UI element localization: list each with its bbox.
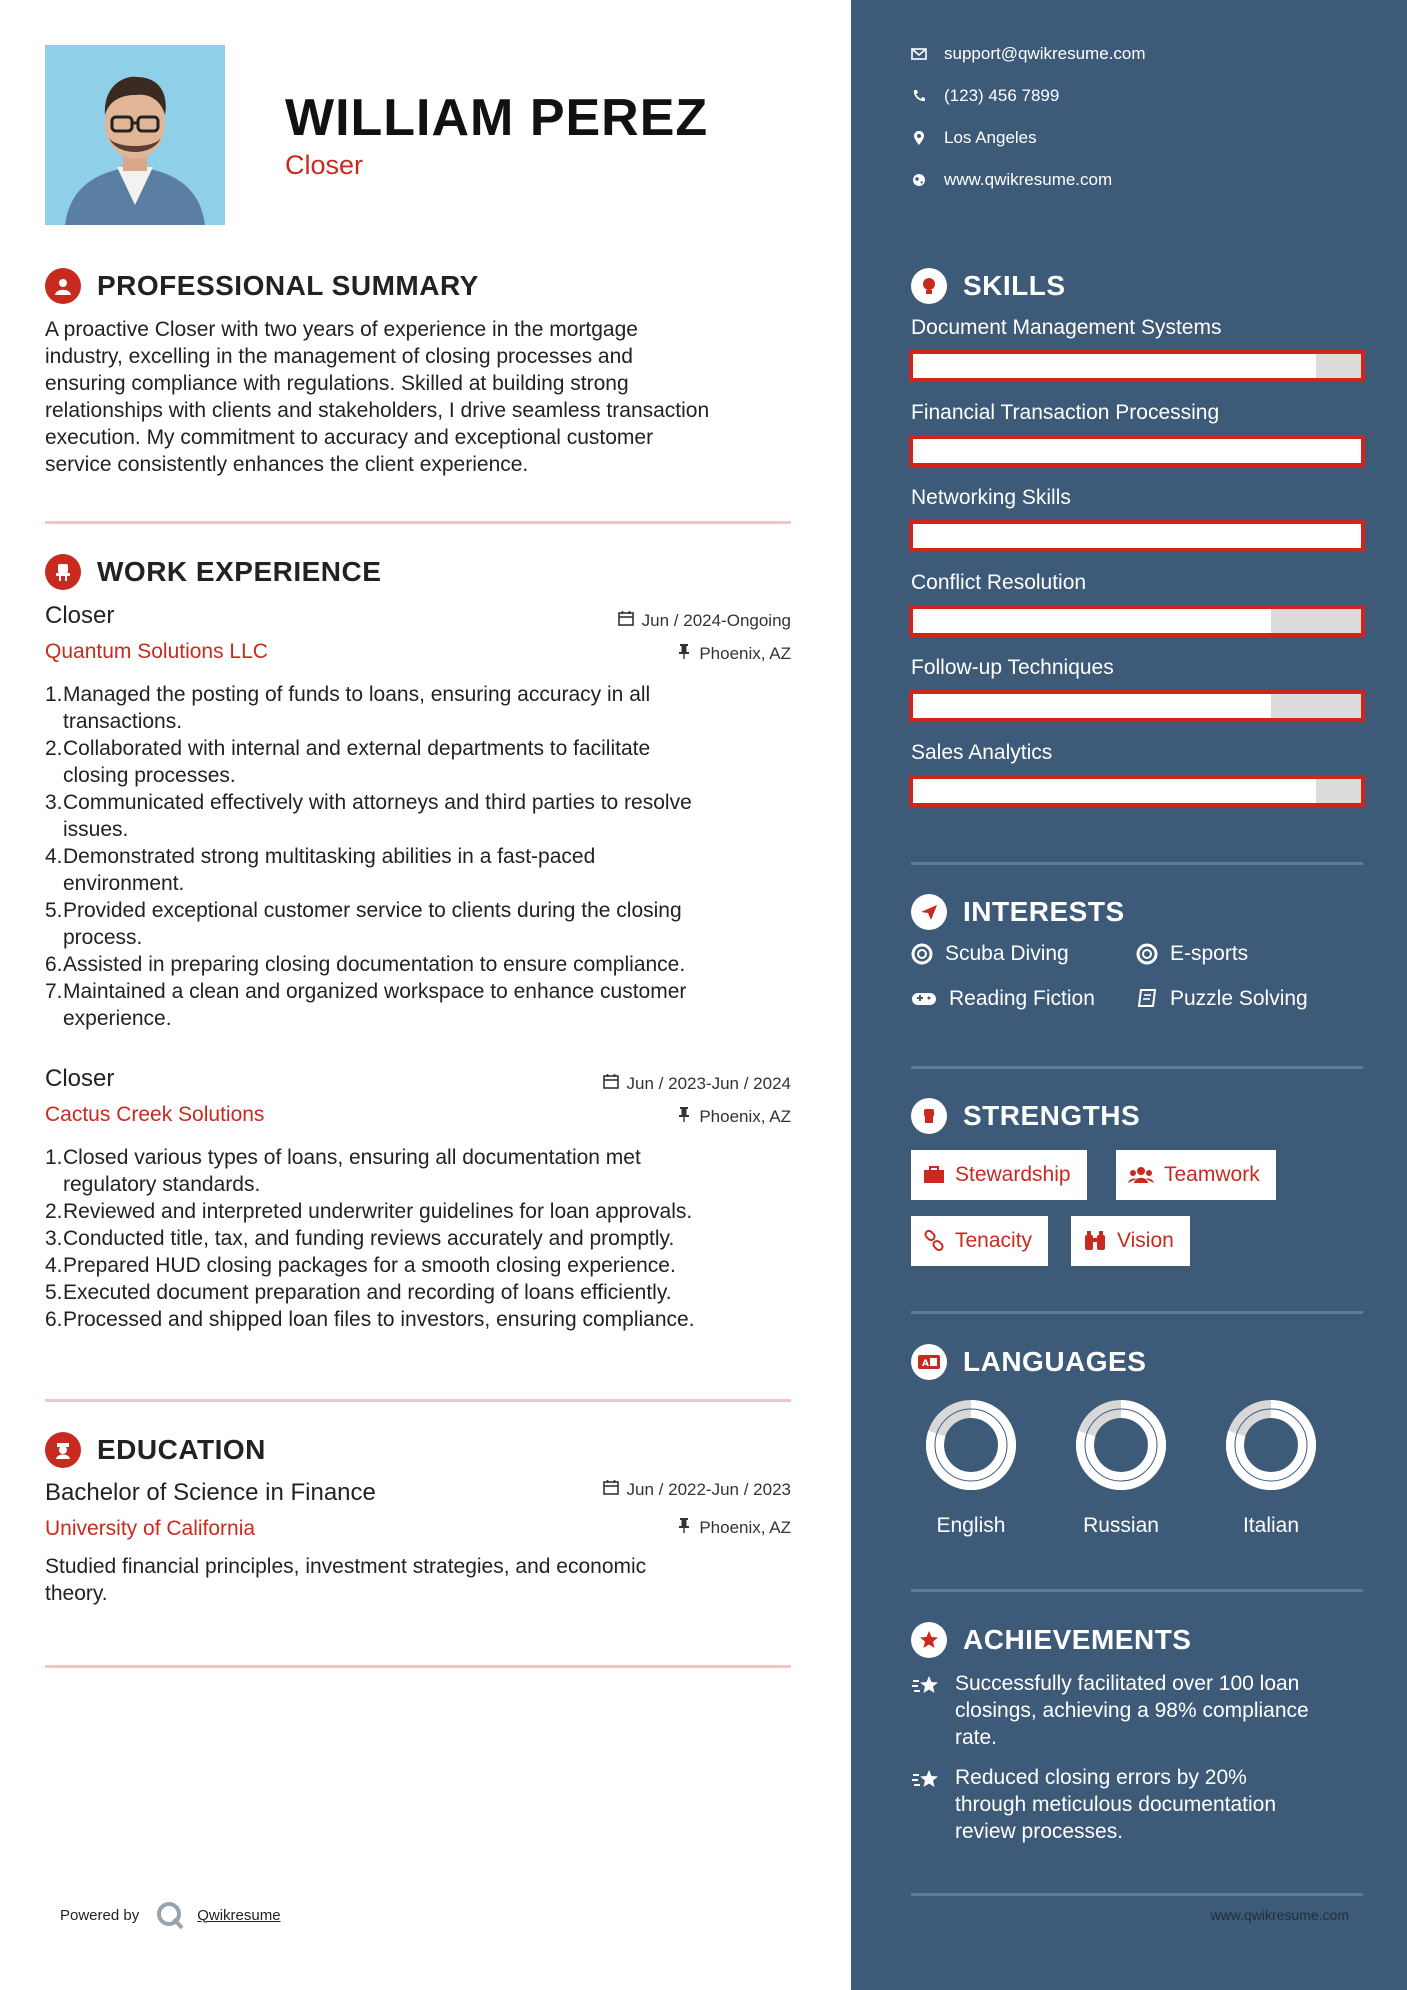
company-name: Quantum Solutions LLC (45, 640, 268, 663)
list-text-cont: process. (63, 926, 143, 949)
skill-label: Sales Analytics (911, 741, 1053, 764)
achievement-text: through meticulous documentation (955, 1793, 1277, 1816)
gamepad-icon (911, 991, 937, 1007)
strength-badge (911, 1150, 1087, 1200)
skill-bar (909, 775, 1365, 807)
calendar-icon (603, 1479, 619, 1500)
language-ring-outline (1085, 1409, 1157, 1481)
experience-heading (45, 554, 381, 590)
list-item (45, 1144, 795, 1198)
chair-icon (45, 554, 81, 590)
languages-title: LANGUAGES (963, 1346, 1147, 1377)
list-number: 2. (45, 737, 63, 760)
candidate-role: Closer (285, 150, 364, 180)
education-title: EDUCATION (97, 1434, 266, 1465)
skill-bar-fill (913, 779, 1316, 803)
list-text: Collaborated with internal and external departments to facilitate (63, 737, 651, 760)
education-line: Studied financial principles, investment strategies, and economic (45, 1555, 647, 1578)
achievement-text: review processes. (955, 1820, 1124, 1843)
interest-label: Scuba Diving (945, 942, 1069, 965)
list-text: Demonstrated strong multitasking abilities in a fast-paced (63, 845, 596, 868)
list-number: 7. (45, 980, 63, 1003)
calendar-icon (618, 610, 634, 631)
list-text: Provided exceptional customer service to clients during the closing (63, 899, 682, 922)
job-location-text: Phoenix, AZ (699, 1106, 791, 1126)
contact-email (910, 44, 1146, 64)
summary-line: relationships with clients and stakeholders, I drive seamless transaction (45, 399, 710, 422)
list-number: 1. (45, 1146, 63, 1169)
strength-label: Vision (1117, 1229, 1174, 1252)
summary-line: industry, excelling in the management of closing processes and (45, 345, 633, 368)
language-label: English (936, 1514, 1006, 1537)
section-divider (45, 1665, 791, 1668)
education-location (677, 1517, 791, 1538)
list-text-cont: closing processes. (63, 764, 236, 787)
list-number: 4. (45, 1254, 63, 1277)
list-item (45, 978, 795, 1032)
skill-label: Networking Skills (911, 486, 1071, 509)
list-text-cont: environment. (63, 872, 185, 895)
summary-heading (45, 268, 479, 304)
summary-line: A proactive Closer with two years of experience in the mortgage (45, 318, 638, 341)
list-number: 5. (45, 1281, 63, 1304)
envelope-icon (910, 48, 928, 60)
section-divider (911, 1066, 1363, 1069)
skill-bar-fill (913, 524, 1361, 548)
list-item (45, 897, 795, 951)
website-text[interactable]: www.qwikresume.com (944, 170, 1113, 189)
list-number: 5. (45, 899, 63, 922)
skill-bar (909, 520, 1365, 552)
list-item (45, 1198, 795, 1225)
skill-label: Document Management Systems (911, 316, 1222, 339)
list-text: Communicated effectively with attorneys and third parties to resolve (63, 791, 692, 814)
email-text[interactable]: support@qwikresume.com (944, 44, 1146, 63)
list-text: Assisted in preparing closing documentation to ensure compliance. (63, 953, 686, 976)
list-number: 3. (45, 791, 63, 814)
skill-bar (909, 690, 1365, 722)
language-item (906, 1395, 1036, 1538)
section-divider (911, 1311, 1363, 1314)
skill-bar-fill (913, 609, 1271, 633)
pin-icon (677, 643, 691, 664)
language-ring-outline (1235, 1409, 1307, 1481)
translate-icon (911, 1344, 947, 1380)
list-number: 6. (45, 1308, 63, 1331)
list-number: 2. (45, 1200, 63, 1223)
job-title: Closer (45, 1065, 115, 1092)
phone-icon (910, 89, 928, 103)
qwikresume-logo-icon (155, 1900, 185, 1930)
languages-heading (911, 1344, 1146, 1380)
candidate-name: WILLIAM PEREZ (285, 89, 709, 147)
list-number: 1. (45, 683, 63, 706)
interest-label: Puzzle Solving (1170, 987, 1308, 1010)
strength-badge (911, 1216, 1048, 1266)
briefcase-icon (923, 1166, 945, 1184)
job-title: Closer (45, 602, 115, 629)
list-text: Reviewed and interpreted underwriter guidelines for loan approvals. (63, 1200, 693, 1223)
education-description (45, 1553, 805, 1607)
footer-website[interactable]: www.qwikresume.com (1210, 1907, 1349, 1923)
list-text-cont: issues. (63, 818, 129, 841)
achievements-title: ACHIEVEMENTS (963, 1624, 1192, 1655)
company-name: Cactus Creek Solutions (45, 1103, 265, 1126)
job-location (677, 1106, 791, 1127)
education-line: theory. (45, 1582, 108, 1605)
language-item (1206, 1395, 1336, 1538)
list-text: Closed various types of loans, ensuring all documentation met (63, 1146, 641, 1169)
list-item (45, 1306, 795, 1333)
language-label: Italian (1242, 1514, 1300, 1537)
list-number: 3. (45, 1227, 63, 1250)
section-divider (45, 1399, 791, 1402)
achievement-text: closings, achieving a 98% compliance (955, 1699, 1309, 1722)
achievement-item (911, 1764, 1276, 1845)
list-text-cont: regulatory standards. (63, 1173, 261, 1196)
language-item (1056, 1395, 1186, 1538)
list-text: Prepared HUD closing packages for a smooth closing experience. (63, 1254, 676, 1277)
summary-line: execution. My commitment to accuracy and exceptional customer (45, 426, 654, 449)
map-pin-icon (910, 130, 928, 146)
job-duties-list (45, 681, 795, 1032)
job-dates-text: Jun / 2024-Ongoing (641, 610, 791, 630)
users-icon (1128, 1166, 1154, 1184)
interests-heading (911, 894, 1125, 930)
user-icon (45, 268, 81, 304)
education-dates (603, 1479, 791, 1500)
list-item (45, 951, 795, 978)
fist-icon (911, 1098, 947, 1134)
interest-item (1136, 942, 1248, 966)
globe-icon (910, 173, 928, 187)
strengths-title: STRENGTHS (963, 1100, 1141, 1131)
powered-by-text: Powered by (60, 1906, 140, 1924)
paper-plane-icon (911, 894, 947, 930)
skill-bar-fill (913, 694, 1271, 718)
job-location (677, 643, 791, 664)
achievements-heading (911, 1622, 1191, 1658)
graduate-icon (45, 1432, 81, 1468)
strength-badge (1071, 1216, 1190, 1266)
strength-label: Teamwork (1164, 1163, 1260, 1186)
language-ring (1221, 1395, 1321, 1495)
interest-label: E-sports (1170, 942, 1249, 965)
skill-label: Conflict Resolution (911, 571, 1087, 594)
lifebuoy-icon (911, 943, 933, 965)
shooting-star-icon (911, 1670, 955, 1751)
language-ring (921, 1395, 1021, 1495)
strengths-heading (911, 1098, 1140, 1134)
achievement-text: Successfully facilitated over 100 loan (955, 1672, 1300, 1695)
interest-item (1136, 987, 1308, 1011)
skill-bar (909, 435, 1365, 467)
skill-bar (909, 350, 1365, 382)
job-dates-text: Jun / 2023-Jun / 2024 (626, 1073, 791, 1093)
section-divider (911, 1893, 1363, 1896)
language-ring-outline (935, 1409, 1007, 1481)
powered-by (60, 1900, 281, 1930)
job-dates (603, 1073, 791, 1094)
interest-item (911, 987, 1095, 1011)
location-text: Los Angeles (944, 128, 1037, 147)
skill-bar-fill (913, 354, 1316, 378)
list-item (45, 789, 795, 843)
binoculars-icon (1083, 1231, 1107, 1251)
contact-phone (910, 86, 1059, 106)
language-label: Russian (1083, 1514, 1159, 1537)
list-text: Maintained a clean and organized workspace to enhance customer (63, 980, 687, 1003)
phone-text: (123) 456 7899 (944, 86, 1060, 105)
list-text: Processed and shipped loan files to investors, ensuring compliance. (63, 1308, 695, 1331)
job-duties-list (45, 1144, 795, 1333)
list-text: Executed document preparation and recording of loans efficiently. (63, 1281, 672, 1304)
list-item (45, 735, 795, 789)
lifebuoy-icon (1136, 943, 1158, 965)
list-number: 4. (45, 845, 63, 868)
pin-icon (677, 1517, 691, 1538)
interest-item (911, 942, 1069, 966)
job-dates (618, 610, 791, 631)
list-item (45, 1252, 795, 1279)
summary-text (45, 316, 805, 478)
contact-website (910, 170, 1112, 190)
summary-line: ensuring compliance with regulations. Skilled at building strong (45, 372, 629, 395)
calendar-icon (603, 1073, 619, 1094)
section-divider (911, 1589, 1363, 1592)
section-divider (45, 521, 791, 524)
experience-title: WORK EXPERIENCE (97, 556, 382, 587)
summary-title: PROFESSIONAL SUMMARY (97, 270, 479, 301)
strength-label: Tenacity (955, 1229, 1033, 1252)
strength-label: Stewardship (955, 1163, 1071, 1186)
svg-text:A: A (922, 1359, 929, 1369)
list-item (45, 843, 795, 897)
summary-line: service consistently enhances the client experience. (45, 453, 529, 476)
education-heading (45, 1432, 266, 1468)
interests-title: INTERESTS (963, 896, 1125, 927)
book-icon (1136, 988, 1158, 1010)
interest-label: Reading Fiction (949, 987, 1095, 1010)
shooting-star-icon (911, 1764, 955, 1845)
list-text: Conducted title, tax, and funding reviews accurately and promptly. (63, 1227, 675, 1250)
list-text-cont: experience. (63, 1007, 172, 1030)
profile-photo (45, 45, 225, 225)
skill-bar-fill (913, 439, 1361, 463)
skill-bar (909, 605, 1365, 637)
education-dates-text: Jun / 2022-Jun / 2023 (626, 1479, 791, 1499)
list-text-cont: transactions. (63, 710, 183, 733)
skill-label: Follow-up Techniques (911, 656, 1114, 679)
job-location-text: Phoenix, AZ (699, 643, 791, 663)
strength-badge (1116, 1150, 1276, 1200)
pin-icon (677, 1106, 691, 1127)
achievement-item (911, 1670, 1309, 1751)
link-icon (923, 1230, 945, 1252)
skill-label: Financial Transaction Processing (911, 401, 1220, 424)
list-item (45, 1225, 795, 1252)
section-divider (911, 862, 1363, 865)
list-number: 6. (45, 953, 63, 976)
list-text: Managed the posting of funds to loans, ensuring accuracy in all (63, 683, 651, 706)
language-ring (1071, 1395, 1171, 1495)
skills-title: SKILLS (963, 270, 1066, 301)
education-location-text: Phoenix, AZ (699, 1517, 791, 1537)
star-badge-icon (911, 1622, 947, 1658)
school-name: University of California (45, 1517, 256, 1540)
achievement-text: rate. (955, 1726, 998, 1749)
achievement-text: Reduced closing errors by 20% (955, 1766, 1247, 1789)
list-item (45, 1279, 795, 1306)
list-item (45, 681, 795, 735)
degree-title: Bachelor of Science in Finance (45, 1479, 376, 1506)
qwikresume-link[interactable]: Qwikresume (197, 1906, 281, 1924)
contact-location (910, 128, 1037, 148)
